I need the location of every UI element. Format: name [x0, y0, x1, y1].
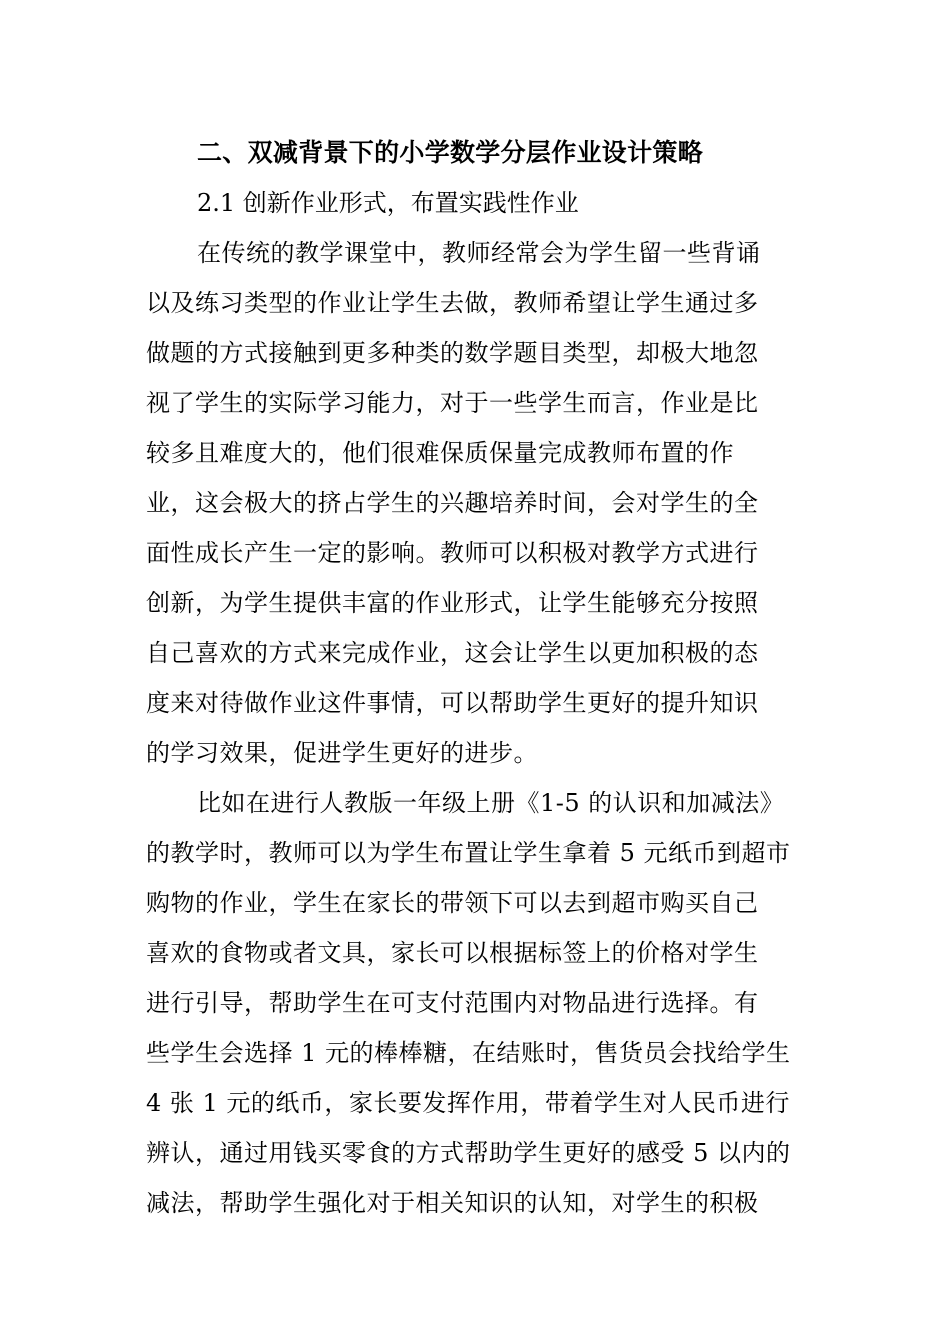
paragraph-line: 在传统的教学课堂中，教师经常会为学生留一些背诵 [197, 239, 761, 267]
paragraph-line: 购物的作业，学生在家长的带领下可以去到超市购买自己 [146, 889, 759, 917]
section-heading: 二、双减背景下的小学数学分层作业设计策略 [197, 138, 704, 167]
paragraph-line: 以及练习类型的作业让学生去做，教师希望让学生通过多 [146, 289, 759, 317]
paragraph-line: 比如在进行人教版一年级上册《1-5 的认识和加减法》 [197, 789, 785, 817]
paragraph-line: 自己喜欢的方式来完成作业，这会让学生以更加积极的态 [146, 639, 759, 667]
paragraph-line: 4 张 1 元的纸币，家长要发挥作用，带着学生对人民币进行 [146, 1089, 790, 1117]
paragraph-line: 辨认，通过用钱买零食的方式帮助学生更好的感受 5 以内的 [146, 1139, 791, 1167]
paragraph-line: 视了学生的实际学习能力，对于一些学生而言，作业是比 [146, 389, 759, 417]
paragraph-line: 进行引导，帮助学生在可支付范围内对物品进行选择。有 [146, 989, 759, 1017]
subsection-heading: 2.1 创新作业形式，布置实践性作业 [197, 189, 579, 217]
paragraph-line: 较多且难度大的，他们很难保质保量完成教师布置的作 [146, 439, 734, 467]
paragraph-line: 面性成长产生一定的影响。教师可以积极对教学方式进行 [146, 539, 759, 567]
paragraph-line: 做题的方式接触到更多种类的数学题目类型，却极大地忽 [146, 339, 759, 367]
paragraph-line: 些学生会选择 1 元的棒棒糖，在结账时，售货员会找给学生 [146, 1039, 791, 1067]
paragraph-line: 度来对待做作业这件事情，可以帮助学生更好的提升知识 [146, 689, 759, 717]
paragraph-line: 业，这会极大的挤占学生的兴趣培养时间，会对学生的全 [146, 489, 759, 517]
paragraph-line: 减法，帮助学生强化对于相关知识的认知，对学生的积极 [146, 1189, 759, 1217]
paragraph-line: 创新，为学生提供丰富的作业形式，让学生能够充分按照 [146, 589, 759, 617]
paragraph-line: 的教学时，教师可以为学生布置让学生拿着 5 元纸币到超市 [146, 839, 791, 867]
paragraph-line: 喜欢的食物或者文具，家长可以根据标签上的价格对学生 [146, 939, 759, 967]
paragraph-line: 的学习效果，促进学生更好的进步。 [146, 739, 538, 767]
